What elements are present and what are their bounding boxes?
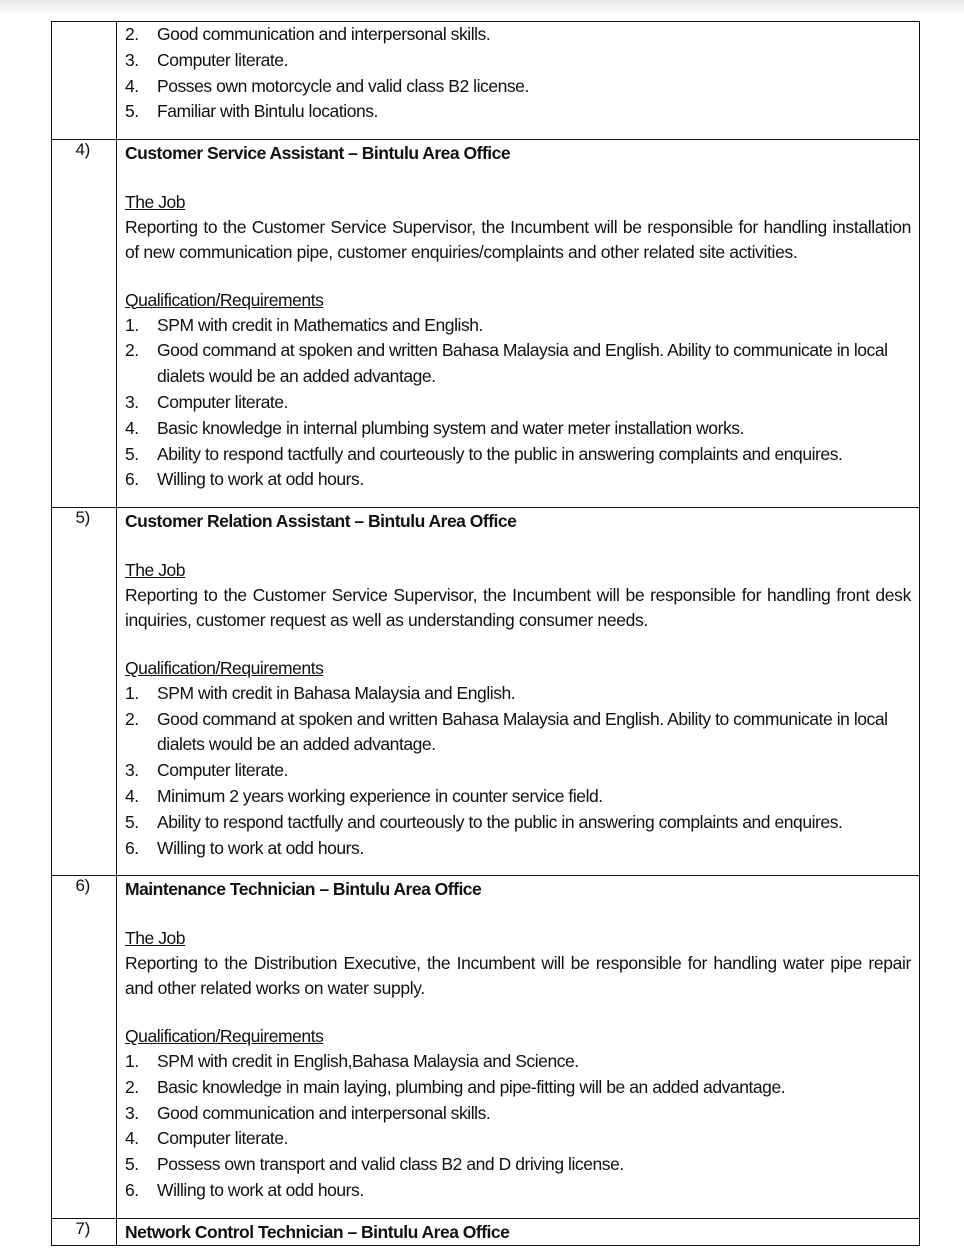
requirement-text: Willing to work at odd hours. — [157, 1179, 364, 1200]
requirement-text: Good command at spoken and written Bahasa Malaysia and English. Ability to communicate in local dialets would be an added advantage. — [157, 708, 888, 755]
requirement-number: 2. — [125, 340, 139, 361]
requirement-number: 4. — [125, 785, 139, 806]
requirement-item — [125, 390, 911, 416]
table-row-continued — [52, 22, 920, 140]
requirement-item — [125, 416, 911, 442]
requirement-text: SPM with credit in English,Bahasa Malaysia and Science. — [157, 1050, 579, 1071]
requirements-heading: Qualification/Requirements — [125, 657, 324, 678]
requirement-text: Basic knowledge in internal plumbing system and water meter installation works. — [157, 417, 744, 438]
job-description: Reporting to the Distribution Executive, the Incumbent will be responsible for handling water pipe repair and other related works on water supply. — [125, 952, 911, 998]
requirement-number: 2. — [125, 24, 139, 44]
requirement-number: 4. — [125, 1128, 139, 1149]
requirement-text: Willing to work at odd hours. — [157, 469, 364, 490]
requirement-item — [125, 836, 911, 862]
requirement-number: 3. — [125, 391, 139, 412]
requirement-text: Familiar with Bintulu locations. — [157, 101, 378, 122]
requirements-heading: Qualification/Requirements — [125, 289, 324, 310]
row-content-cell — [117, 140, 920, 508]
requirement-text: SPM with credit in Bahasa Malaysia and English. — [157, 682, 516, 703]
requirement-number: 1. — [125, 314, 139, 335]
requirement-text: Computer literate. — [157, 49, 288, 70]
requirement-text: Good communication and interpersonal skills. — [157, 24, 491, 44]
requirement-number: 6. — [125, 469, 139, 490]
requirement-number: 2. — [125, 1076, 139, 1097]
requirement-text: Basic knowledge in main laying, plumbing and pipe-fitting will be an added advantage. — [157, 1076, 786, 1097]
job-description: Reporting to the Customer Service Supervisor, the Incumbent will be responsible for handling installation of new communication pipe, customer enquiries/complaints and other related site activities. — [125, 216, 911, 262]
job-positions-table — [51, 21, 920, 1246]
requirement-item — [125, 1075, 911, 1101]
requirement-number: 5. — [125, 811, 139, 832]
position-title: Customer Relation Assistant – Bintulu Area Office — [125, 511, 517, 532]
job-heading: The Job — [125, 191, 186, 212]
requirement-text: Ability to respond tactfully and courteously to the public in answering complaints and enquires. — [157, 811, 843, 832]
requirement-text: Computer literate. — [157, 391, 288, 412]
row-number: 6) — [52, 876, 117, 1218]
requirement-item — [125, 22, 911, 48]
requirement-number: 6. — [125, 837, 139, 858]
row-content-cell — [117, 508, 920, 876]
requirements-list — [125, 681, 911, 862]
requirement-number: 1. — [125, 1050, 139, 1071]
table-row-position-6 — [52, 876, 920, 1218]
row-content-cell — [117, 1218, 920, 1246]
requirement-item — [125, 313, 911, 339]
row-number: 7) — [52, 1218, 117, 1246]
requirements-heading: Qualification/Requirements — [125, 1025, 324, 1046]
row-content-cell — [117, 876, 920, 1218]
job-description: Reporting to the Customer Service Supervisor, the Incumbent will be responsible for handling front desk inquiries, customer request as well as understanding consumer needs. — [125, 584, 911, 630]
requirement-item — [125, 681, 911, 707]
requirement-text: Good command at spoken and written Bahasa Malaysia and English. Ability to communicate in local dialets would be an added advantage. — [157, 340, 888, 387]
requirement-number: 3. — [125, 49, 139, 70]
requirement-item — [125, 1049, 911, 1075]
table-row-position-7 — [52, 1218, 920, 1246]
requirement-number: 5. — [125, 101, 139, 122]
requirement-item — [125, 1178, 911, 1204]
requirement-item — [125, 467, 911, 493]
requirements-list — [125, 22, 911, 125]
row-content-cell — [117, 22, 920, 140]
requirement-item — [125, 442, 911, 468]
position-title: Customer Service Assistant – Bintulu Area Office — [125, 143, 511, 163]
requirement-number: 6. — [125, 1179, 139, 1200]
requirement-item — [125, 810, 911, 836]
requirement-text: Ability to respond tactfully and courteously to the public in answering complaints and enquires. — [157, 443, 843, 464]
requirement-item — [125, 74, 911, 100]
requirement-item — [125, 338, 911, 390]
position-title: Maintenance Technician – Bintulu Area Office — [125, 879, 482, 900]
position-title: Network Control Technician – Bintulu Area Office — [125, 1221, 510, 1242]
requirement-item — [125, 707, 911, 759]
requirement-number: 1. — [125, 682, 139, 703]
requirement-number: 5. — [125, 1154, 139, 1175]
requirement-item — [125, 1152, 911, 1178]
table-row-position-4 — [52, 140, 920, 508]
requirement-text: Good communication and interpersonal skills. — [157, 1102, 491, 1123]
row-number: 4) — [52, 140, 117, 508]
requirement-number: 5. — [125, 443, 139, 464]
requirement-text: Computer literate. — [157, 1128, 288, 1149]
job-heading: The Job — [125, 559, 186, 580]
requirement-number: 4. — [125, 75, 139, 96]
requirement-text: SPM with credit in Mathematics and English. — [157, 314, 483, 335]
requirement-item — [125, 1126, 911, 1152]
requirement-number: 3. — [125, 1102, 139, 1123]
requirement-text: Willing to work at odd hours. — [157, 837, 364, 858]
job-heading: The Job — [125, 927, 186, 948]
requirement-item — [125, 758, 911, 784]
row-number-cell — [52, 22, 117, 140]
requirement-text: Minimum 2 years working experience in counter service field. — [157, 785, 603, 806]
requirement-text: Possess own transport and valid class B2 and D driving license. — [157, 1154, 624, 1175]
requirements-list — [125, 1049, 911, 1204]
requirement-item — [125, 99, 911, 125]
page-top-shadow — [0, 0, 964, 14]
requirement-text: Posses own motorcycle and valid class B2 license. — [157, 75, 529, 96]
row-number: 5) — [52, 508, 117, 876]
requirement-number: 2. — [125, 708, 139, 729]
requirement-item — [125, 48, 911, 74]
table-row-position-5 — [52, 508, 920, 876]
requirement-number: 3. — [125, 760, 139, 781]
requirements-list — [125, 313, 911, 494]
requirement-number: 4. — [125, 417, 139, 438]
requirement-text: Computer literate. — [157, 760, 288, 781]
requirement-item — [125, 784, 911, 810]
requirement-item — [125, 1101, 911, 1127]
